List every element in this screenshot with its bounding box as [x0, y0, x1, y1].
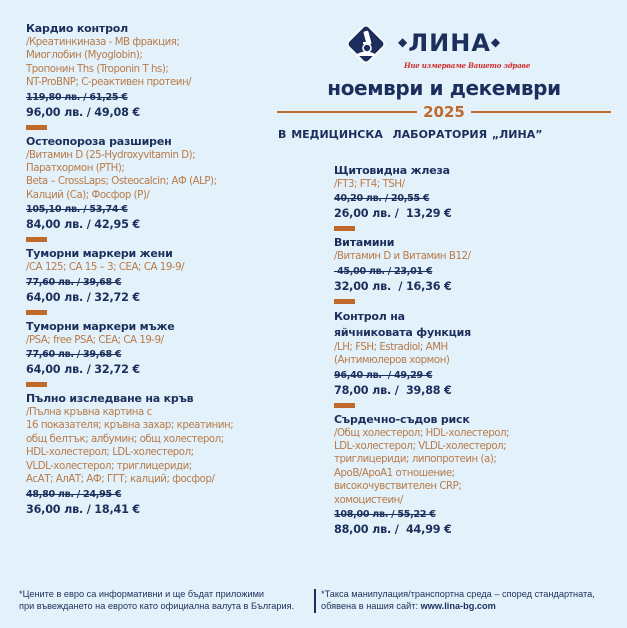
fee-disclaimer-prefix: обявена в нашия сайт:	[321, 600, 421, 611]
promo-year: 2025	[423, 103, 465, 121]
package-thyroid	[334, 164, 624, 231]
old-price: 45,00 лв. / 23,01 €	[334, 265, 433, 277]
lab-subtitle: В МЕДИЦИНСКА ЛАБОРАТОРИЯ „ЛИНА”	[278, 128, 543, 141]
package-tests: /PSA; free PSA; CEA; CA 19-9/	[26, 334, 164, 346]
old-price: 77,60 лв. / 39,68 €	[26, 349, 122, 361]
package-title: Контрол на яйчниковата функция	[334, 309, 471, 339]
package-tests: /LH; FSH; Estradiol; AMH (Антимюлеров хормон)	[334, 341, 450, 367]
section-divider	[334, 403, 355, 408]
old-price: 105,10 лв. / 53,74 €	[26, 204, 128, 216]
section-divider	[26, 382, 47, 387]
section-divider	[334, 226, 355, 231]
package-tests: /Общ холестерол; HDL-холестерол; LDL-холестерол; VLDL-холестерол; триглицериди; липопротеин (а); АроВ/АроА1 отношение; високочувствителен CRP; хомоцистеин/	[334, 427, 510, 506]
package-tests: /FT3; FT4; TSH/	[334, 179, 405, 190]
package-title: Остеопороза разширен	[26, 134, 172, 148]
section-divider	[26, 310, 47, 315]
year-line-right	[471, 111, 611, 113]
footer-separator	[314, 589, 316, 613]
old-price: 96,40 лв. / 49,29 €	[334, 369, 433, 381]
package-cardio	[26, 22, 316, 130]
old-price: 40,20 лв. / 20,55 €	[334, 193, 430, 205]
microscope-diamond-icon	[344, 22, 388, 66]
package-full-blood	[26, 392, 316, 516]
left-column	[26, 22, 316, 517]
new-price: 78,00 лв. / 39,88 €	[334, 383, 452, 397]
new-price: 26,00 лв. / 13,29 €	[334, 207, 452, 221]
fee-disclaimer	[321, 589, 621, 612]
euro-disclaimer-line-1: *Цените в евро са информативни и ще бъдат приложими	[19, 589, 265, 599]
package-osteoporosis	[26, 135, 316, 243]
new-price: 84,00 лв. / 42,95 €	[26, 218, 140, 232]
package-vitamins	[334, 236, 624, 303]
package-cardiovascular	[334, 413, 624, 537]
new-price: 64,00 лв. / 32,72 €	[26, 363, 140, 377]
brand-name: ◆ЛИНА◆	[398, 29, 502, 57]
package-tests: /Креатинкиназа - МВ фракция; Миоглобин (Myoglobin); Тропонин Ths (Troponin T hs); NT-ProBNP; С-реактивен протеин/	[26, 37, 192, 89]
package-tests: /Витамин D (25-Hydroxyvitamin D); Паратхормон (PTH); Beta – CrossLaps; Osteocalcin; АФ (ALP); Калций (Ca); Фосфор (P)/	[26, 149, 217, 201]
euro-disclaimer	[19, 589, 311, 612]
website-link[interactable]: www.lina-bg.com	[420, 600, 496, 611]
section-divider	[26, 125, 47, 130]
promo-headline: ноември и декември	[327, 76, 561, 100]
old-price: 108,00 лв. / 55,22 €	[334, 509, 436, 521]
package-tests: /Пълна кръвна картина с 16 показателя; кръвна захар; креатинин; общ белтък; албумин; общ холестерол; HDL-холестерол; LDL-холестерол; VLDL-холестерол; триглицериди; АсАТ; АлАТ; АФ; ГГТ; калций; фосфор/	[26, 407, 234, 486]
new-price: 64,00 лв. / 32,72 €	[26, 290, 140, 304]
new-price: 36,00 лв. / 18,41 €	[26, 502, 140, 516]
package-ovarian	[334, 309, 624, 408]
old-price: 48,80 лв. / 24,95 €	[26, 488, 122, 500]
fee-disclaimer-line-1: *Такса манипулация/транспортна среда – според стандартната,	[321, 589, 595, 599]
section-divider	[26, 237, 47, 242]
package-tests: /CA 125; CA 15 – 3; CEA; CA 19-9/	[26, 262, 185, 274]
lina-logo	[340, 20, 531, 72]
new-price: 88,00 лв. / 44,99 €	[334, 523, 452, 537]
brand-tagline: Ние измерваме Вашето здраве	[404, 61, 531, 70]
package-title: Витамини	[334, 236, 395, 250]
section-divider	[334, 299, 355, 304]
old-price: 77,60 лв. / 39,68 €	[26, 276, 122, 288]
package-title: Сърдечно-съдов риск	[334, 412, 470, 426]
year-row	[277, 102, 611, 122]
new-price: 96,00 лв. / 49,08 €	[26, 105, 140, 119]
old-price: 119,80 лв. / 61,25 €	[26, 91, 128, 103]
package-tumor-men	[26, 320, 316, 387]
fee-disclaimer-line-2	[321, 601, 621, 613]
package-title: Туморни маркери жени	[26, 247, 173, 261]
new-price: 32,00 лв. / 16,36 €	[334, 279, 452, 293]
package-title: Кардио контрол	[26, 22, 128, 35]
right-column	[334, 164, 624, 537]
package-title: Туморни маркери мъже	[26, 319, 175, 333]
package-title: Пълно изследване на кръв	[26, 392, 194, 406]
package-title: Щитовидна жлеза	[334, 164, 450, 177]
package-tests: /Витамин D и Витамин B12/	[334, 251, 471, 263]
euro-disclaimer-line-2: при въвеждането на еврото като официална валута в България.	[19, 600, 295, 611]
package-tumor-women	[26, 247, 316, 314]
